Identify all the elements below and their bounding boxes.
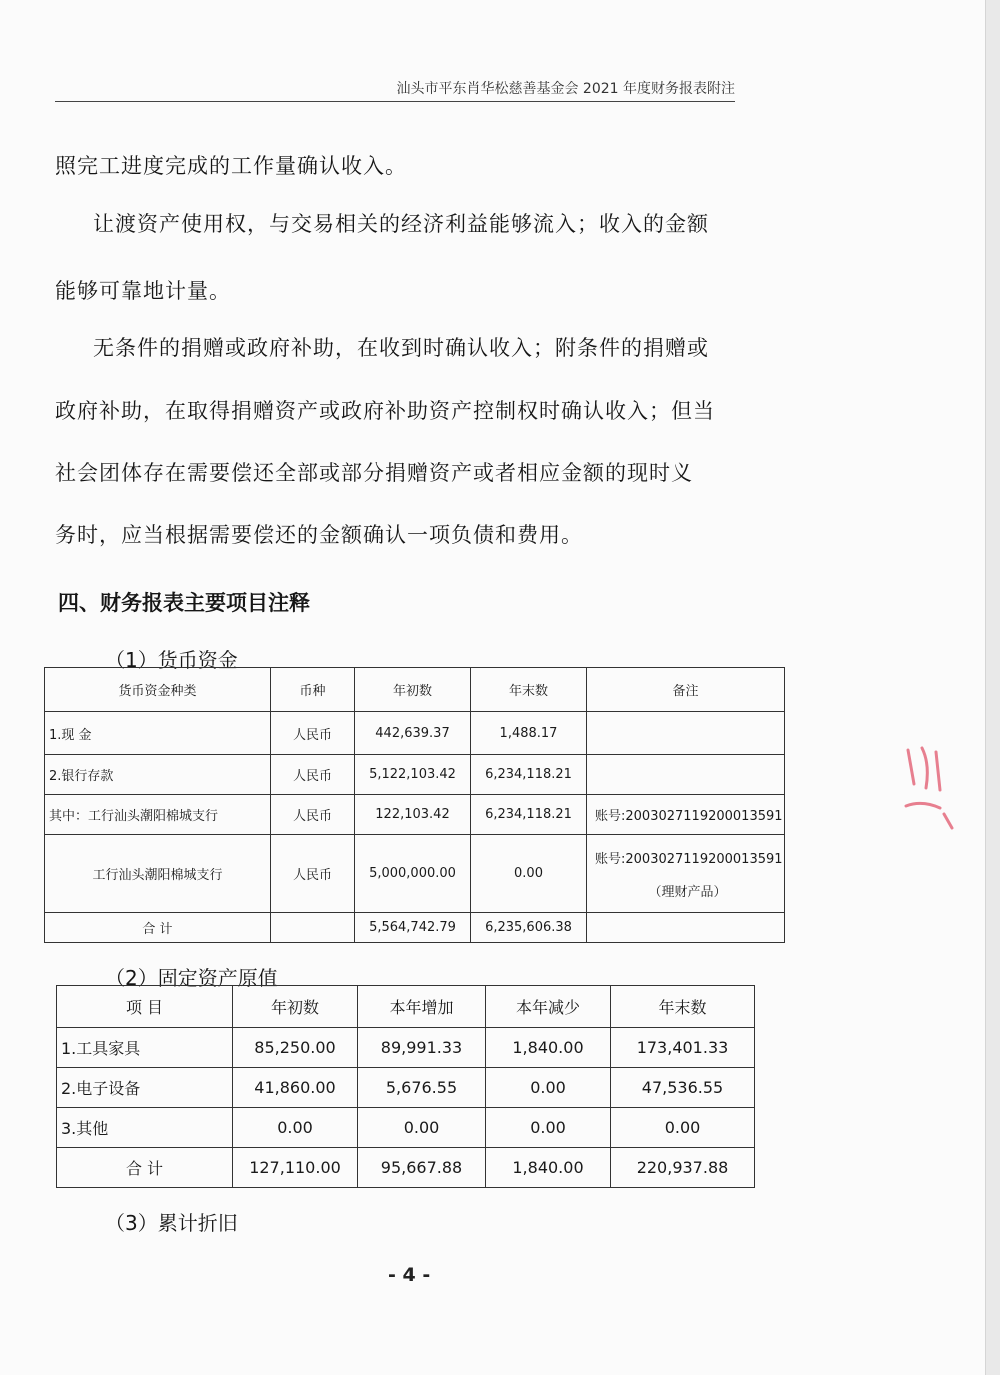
cell: 47,536.55 bbox=[611, 1068, 755, 1108]
fixed-assets-caption: （2）固定资产原值 bbox=[105, 966, 278, 990]
cell: 5,676.55 bbox=[358, 1068, 486, 1108]
depreciation-caption: （3）累计折旧 bbox=[105, 1211, 238, 1235]
cell: 人民币 bbox=[271, 712, 355, 755]
paragraph-line: 政府补助，在取得捐赠资产或政府补助资产控制权时确认收入；但当 bbox=[55, 399, 715, 423]
cell: 95,667.88 bbox=[358, 1148, 486, 1188]
cell: 127,110.00 bbox=[233, 1148, 358, 1188]
paragraph-line: 让渡资产使用权，与交易相关的经济利益能够流入；收入的金额 bbox=[93, 212, 709, 236]
column-header: 本年增加 bbox=[358, 986, 486, 1028]
cell: 工行汕头潮阳棉城支行 bbox=[45, 835, 271, 913]
cell: 合 计 bbox=[45, 913, 271, 943]
table-row bbox=[57, 1028, 755, 1068]
cell: 6,234,118.21 bbox=[471, 795, 587, 835]
section-title: 四、财务报表主要项目注释 bbox=[58, 591, 310, 615]
column-header: 年末数 bbox=[611, 986, 755, 1028]
cell: 账号:2003027119200013591 bbox=[587, 795, 785, 835]
cell: 5,000,000.00 bbox=[355, 835, 471, 913]
table-total-row bbox=[45, 913, 785, 943]
table-row bbox=[45, 795, 785, 835]
account-number: 账号:2003027119200013591 bbox=[595, 851, 783, 867]
cell bbox=[587, 913, 785, 943]
cell: 0.00 bbox=[486, 1068, 611, 1108]
page-edge bbox=[985, 0, 1000, 1375]
table-row bbox=[45, 755, 785, 795]
cell: 85,250.00 bbox=[233, 1028, 358, 1068]
cell: 1.工具家具 bbox=[57, 1028, 233, 1068]
paragraph-line: 社会团体存在需要偿还全部或部分捐赠资产或者相应金额的现时义 bbox=[55, 461, 693, 485]
table-row bbox=[45, 835, 785, 913]
cell bbox=[271, 913, 355, 943]
cell: 220,937.88 bbox=[611, 1148, 755, 1188]
red-seal-mark bbox=[900, 744, 960, 834]
cell: 2.电子设备 bbox=[57, 1068, 233, 1108]
column-header: 项 目 bbox=[57, 986, 233, 1028]
column-header: 本年减少 bbox=[486, 986, 611, 1028]
cell: 0.00 bbox=[358, 1108, 486, 1148]
cell: 173,401.33 bbox=[611, 1028, 755, 1068]
paragraph-line: 照完工进度完成的工作量确认收入。 bbox=[55, 154, 407, 178]
cell: 122,103.42 bbox=[355, 795, 471, 835]
cell bbox=[587, 755, 785, 795]
cell: 6,235,606.38 bbox=[471, 913, 587, 943]
cell: 0.00 bbox=[233, 1108, 358, 1148]
column-header: 备注 bbox=[587, 668, 785, 712]
cell: 人民币 bbox=[271, 835, 355, 913]
cell: 3.其他 bbox=[57, 1108, 233, 1148]
cell: 89,991.33 bbox=[358, 1028, 486, 1068]
cell: 1,840.00 bbox=[486, 1148, 611, 1188]
cash-caption: （1）货币资金 bbox=[105, 648, 238, 672]
column-header: 年初数 bbox=[355, 668, 471, 712]
cell: 6,234,118.21 bbox=[471, 755, 587, 795]
table-header-row bbox=[57, 986, 755, 1028]
column-header: 货币资金种类 bbox=[45, 668, 271, 712]
cell: 人民币 bbox=[271, 795, 355, 835]
cell: 2.银行存款 bbox=[45, 755, 271, 795]
fixed-assets-table bbox=[56, 985, 755, 1188]
cell: 人民币 bbox=[271, 755, 355, 795]
cash-table bbox=[44, 667, 785, 943]
account-note: （理财产品） bbox=[648, 884, 727, 900]
cell: 1,488.17 bbox=[471, 712, 587, 755]
paragraph-line: 无条件的捐赠或政府补助，在收到时确认收入；附条件的捐赠或 bbox=[93, 336, 709, 360]
cell: 0.00 bbox=[471, 835, 587, 913]
cell bbox=[587, 712, 785, 755]
cell: 5,564,742.79 bbox=[355, 913, 471, 943]
page-header: 汕头市平东肖华松慈善基金会 2021 年度财务报表附注 bbox=[396, 81, 735, 97]
cell: 5,122,103.42 bbox=[355, 755, 471, 795]
cell: 1.现 金 bbox=[45, 712, 271, 755]
header-divider bbox=[55, 101, 735, 102]
paragraph-line: 能够可靠地计量。 bbox=[55, 279, 231, 303]
table-row bbox=[57, 1068, 755, 1108]
cell: 其中：工行汕头潮阳棉城支行 bbox=[45, 795, 271, 835]
cell: 0.00 bbox=[611, 1108, 755, 1148]
column-header: 币种 bbox=[271, 668, 355, 712]
cell: 442,639.37 bbox=[355, 712, 471, 755]
column-header: 年初数 bbox=[233, 986, 358, 1028]
cell: 41,860.00 bbox=[233, 1068, 358, 1108]
page-number: - 4 - bbox=[388, 1264, 431, 1286]
table-row bbox=[57, 1108, 755, 1148]
table-total-row bbox=[57, 1148, 755, 1188]
cell bbox=[587, 835, 785, 913]
column-header: 年末数 bbox=[471, 668, 587, 712]
cell: 1,840.00 bbox=[486, 1028, 611, 1068]
table-row bbox=[45, 712, 785, 755]
cell: 合 计 bbox=[57, 1148, 233, 1188]
table-header-row bbox=[45, 668, 785, 712]
paragraph-line: 务时，应当根据需要偿还的金额确认一项负债和费用。 bbox=[55, 523, 583, 547]
cell: 0.00 bbox=[486, 1108, 611, 1148]
